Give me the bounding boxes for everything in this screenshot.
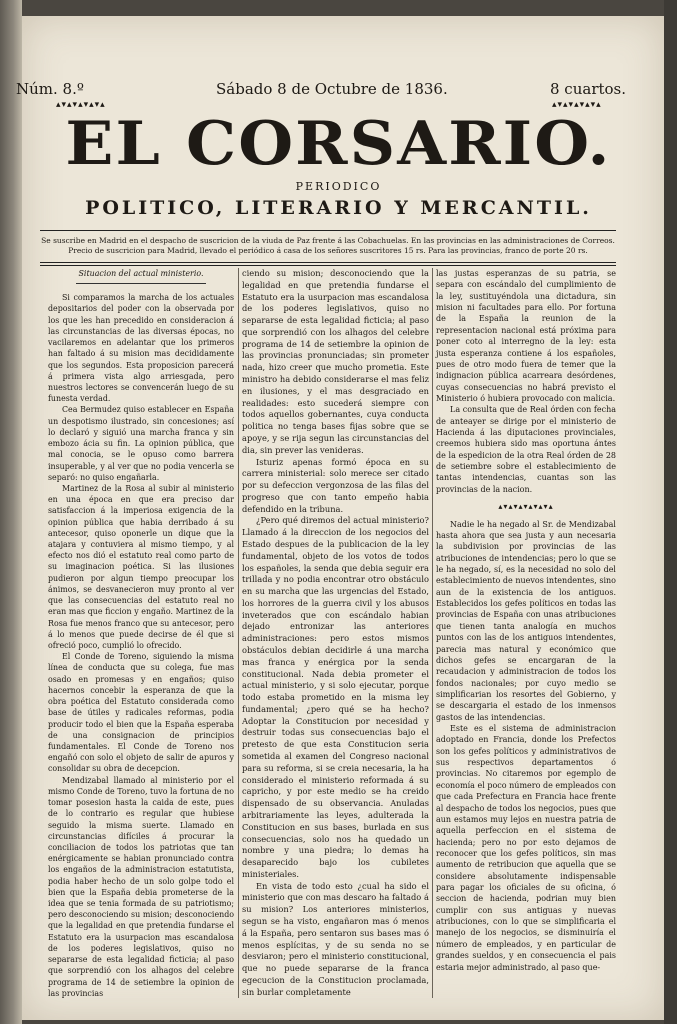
subscription-notice: Se suscribe en Madrid en el despacho de suscricion de la viuda de Paz frente á las Cobachuelas. En las provincias en las administraciones de Correos. Precio de suscricion para Madrid, llevado el periódico á casa de los señores suscritores 15 rs. Para las provincias, franco de porte 20 rs. xyxy=(41,236,615,255)
article-column-3 xyxy=(436,268,616,973)
issue-price: 8 cuartos. xyxy=(550,80,627,98)
paragraph: Este es el sistema de administracion adoptado en Francia, donde los Prefectos son los gefes políticos y administrativos de sus respectivos departamentos ó provincias. No citaremos por egemplo de economía el poco número de empleados con que cada Prefectura en Francia hace frente al despacho de todos los negocios, pues que aun estamos muy lejos en nuestra patria de aquella perfeccion en el sistema de hacienda; pero no por esto dejamos de reconocer que los gefes políticos, sin mas aumento de retribucion que aquella que se considere absolutamente indispensable para pagar los oficiales de su oficina, ó seccion de hacienda, podrian muy bien cumplir con sus antiguas y nuevas atribuciones, con lo que se simplificaria el manejo de los negocios, se disminuiría el número de empleados, y en particular de grandes sueldos, y en consecuencia el pais estaria mejor administrado, al paso que- xyxy=(436,724,616,972)
ornament-right: ▴▾▴▾▴▾▴▾▴ xyxy=(552,100,602,110)
notice-rule-double xyxy=(40,265,616,266)
section-separator: ▴▾▴▾▴▾▴▾▴▾▴ xyxy=(498,502,554,512)
top-rule xyxy=(40,230,616,231)
paragraph: En vista de todo esto ¿cual ha sido el ministerio que con mas descaro ha faltado á su mision? Los anteriores ministerios, segun se ha visto, engañaron mas ó menos á la España, pero sentaron sus bases mas ó menos esplícitas, y de su senda no se desviaron; pero el ministerio constitucional, que no puede separarse de la franca egecucion de la Constitucion proclamada, sin burlar completamente xyxy=(242,880,429,997)
column-divider xyxy=(238,268,239,998)
paragraph: Isturiz apenas formó época en su carrera ministerial: solo merece ser citado por su defeccion vergonzosa de las filas del progreso que con tanto empeño habia defendido en la tribuna. xyxy=(242,456,429,514)
paragraph: Cea Bermudez quiso establecer en España un despotismo ilustrado, sin concesiones; así lo declaró y siguió una marcha franca y sin embozo ácia su fin. La opinion pública, que mal conocia, se le opuso como barrera insuperable, y al ver que no podia vencerla se separó: no quiso engañarla. xyxy=(48,405,234,482)
issue-date: Sábado 8 de Octubre de 1836. xyxy=(216,80,448,98)
article-column-1 xyxy=(48,268,234,999)
article-column-2 xyxy=(242,268,429,998)
article-heading: Situacion del actual ministerio. xyxy=(78,269,204,278)
column-divider xyxy=(432,268,433,998)
paragraph: Si comparamos la marcha de los actuales depositarios del poder con la observada por los que les han precedido en consideracion á las circunstancias de las diversas épocas, no vacilaremos en adelantar que los primeros han faltado á su mision mas decididamente que los segundos. Esta proposicion parecerá á primera vista algo arriesgada, pero nuestros lectores se convencerán luego de su funesta verdad. xyxy=(48,293,234,404)
paragraph: Mendizabal llamado al ministerio por el mismo Conde de Toreno, tuvo la fortuna de no tomar posesion hasta la caida de este, pues de lo contrario es regular que hubiese seguido la misma suerte. Llamado en circunstancias difíciles á procurar la conciliacion de todos los patriotas que tan enérgicamente se habian pronunciado contra los engaños de la administracion estatutista, podia haber hecho de un solo golpe todo el bien que la España debia prometerse de la idea que se tenia formada de su patriotismo; pero desconociendo su mision; desconociendo que la legalidad en que pretendia fundarse el Estatuto era la usurpacion mas escandalosa de los poderes legislativos, quiso no separarse de esta legalidad ficticia; al paso que sorprendió con los alhagos del celebre programa de 14 de setiembre la opinion de las provincias xyxy=(48,775,234,998)
ornament-left: ▴▾▴▾▴▾▴▾▴ xyxy=(56,100,106,110)
paragraph: La consulta que de Real órden con fecha de anteayer se dirige por el ministerio de Hacienda á las diputaciones provinciales, creemos hubiera sido mas oportuna ántes de la espedicion de la otra Real órden de 28 de setiembre sobre el establecimiento de tantas intendencias, cuantas son las provincias de la nacion. xyxy=(436,405,616,494)
heading-rule xyxy=(76,283,206,284)
paragraph: ciendo su mision; desconociendo que la legalidad en que pretendia fundarse el Estatuto era la usurpacion mas escandalosa de los poderes legislativos, quiso no separarse de esta legalidad ficticia; al paso que sorprendió con los alhagos del celebre programa de 14 de setiembre la opinion de las provincias pronunciadas; sin prometer nada, hizo creer que mucho prometia. Este ministro ha debido considerarse el mas feliz en ilusiones, y el mas desgraciado en realidades: esto sucederá siempre con todos aquellos gobernantes, cuya conducta politica no tenga bases fijas sobre que se apoye, y se rija segun las circunstancias del dia, sin prever las venideras. xyxy=(242,268,429,455)
newspaper-subtitle-periodico: PERIODICO xyxy=(295,180,382,193)
notice-rule xyxy=(40,262,616,263)
newspaper-title: EL CORSARIO. xyxy=(65,109,612,179)
paragraph: El Conde de Toreno, siguiendo la misma línea de conducta que su colega, fue mas osado en promesas y en engaños; quiso hacernos concebir la esperanza de que la obra poética del Estatuto considerada como base de útiles y radicales reformas, podia producir todo el bien que la España esperaba de una consignacion de principios fundamentales. El Conde de Toreno nos engañó con solo el objeto de salir de apuros y consolidar su obra de decepcion. xyxy=(48,652,234,774)
newspaper-subtitle: POLITICO, LITERARIO Y MERCANTIL. xyxy=(85,197,592,219)
issue-number: Núm. 8.º xyxy=(16,80,84,98)
paragraph: Nadie le ha negado al Sr. de Mendizabal hasta ahora que sea justa y aun necesaria la subdivision por provincias de las atribuciones de intendencias; pero lo que se le ha negado, sí, es la necesidad no solo del establecimiento de nuevos intendentes, sino aun de la existencia de los antiguos. Establecidos los gefes políticos en todas las provincias de España con unas atribuciones que tienen tanta analogía en muchos puntos con las de los antiguos intendentes, parecia mas natural y económico que dichos gefes se encargaran de la recaudacion y administracion de todos los fondos nacionales; por cuyo medio se simplificarian los resortes del Gobierno, y se descargaria el estado de los inmensos gastos de las intendencias. xyxy=(436,519,616,722)
paragraph: Martinez de la Rosa al subir al ministerio en una época en que era preciso dar satisfaccion á la imperiosa exigencia de la opinion pública que habia derribado á su antecesor, quiso oponerle un dique que la atajara y contuviera al mismo tiempo, y al efecto nos dió el estatuto real como parto de su imaginacion poética. Si las ilusiones pudieron por algun tiempo preocupar los ánimos, se desvanecieron muy pronto al ver que las consecuencias del estatuto real no eran mas que ficcion y engaño. Martinez de la Rosa fue menos franco que su antecesor, pero á lo menos que puede decirse de él que si ofreció poco, cumplió lo ofrecido. xyxy=(48,483,234,650)
paragraph: ¿Pero qué diremos del actual ministerio? Llamado á la direccion de los negocios del Estado despues de la publicacion de la ley fundamental, objeto de los votos de todos los españoles, la senda que debia seguir era trillada y no podia encontrar otro obstáculo en su marcha que las urgencias del Estado, los horrores de la guerra civil y los abusos inveterados que con escándalo habian dejado entronizar las anteriores administraciones: pero estos mismos obstáculos debian decidirle á una marcha mas franca y enérgica por la senda constitucional. Nada debia prometer el actual ministerio, y si solo ejecutar, porque todo estaba prometido en la misma ley fundamental; ¿pero qué se ha hecho? Adoptar la Constitucion por necesidad y destruir todas sus consecuencias bajo el pretesto de que esta Constitucion seria sometida al examen del Congreso nacional para su reforma, si se creia necesaria, la ha considerado el ministerio reformada á su capricho, y por este medio se ha creido dispensado de su observancia. Anuladas arbitrariamente las leyes, adulterada la Constitucion en sus bases, burlada en sus consecuencias, solo nos ha quedado un nombre y una piedra; lo demas ha desaparecido bajo los cubiletes ministeriales. xyxy=(242,515,429,879)
paragraph: las justas esperanzas de su patria, se separa con escándalo del cumplimiento de la ley, sustituyéndola una dictadura, sin mision ni facultades para ello. Por fortuna de la España la reunion de la representacion nacional está próxima para poner coto al interregno de la ley: esta justa esperanza contiene á los españoles, pues de otro modo fuera de temer que la indignacion pública acarreara desórdenes, cuyas consecuencias no habrá previsto el Ministerio ó hubiera provocado con malicia. xyxy=(436,269,616,403)
